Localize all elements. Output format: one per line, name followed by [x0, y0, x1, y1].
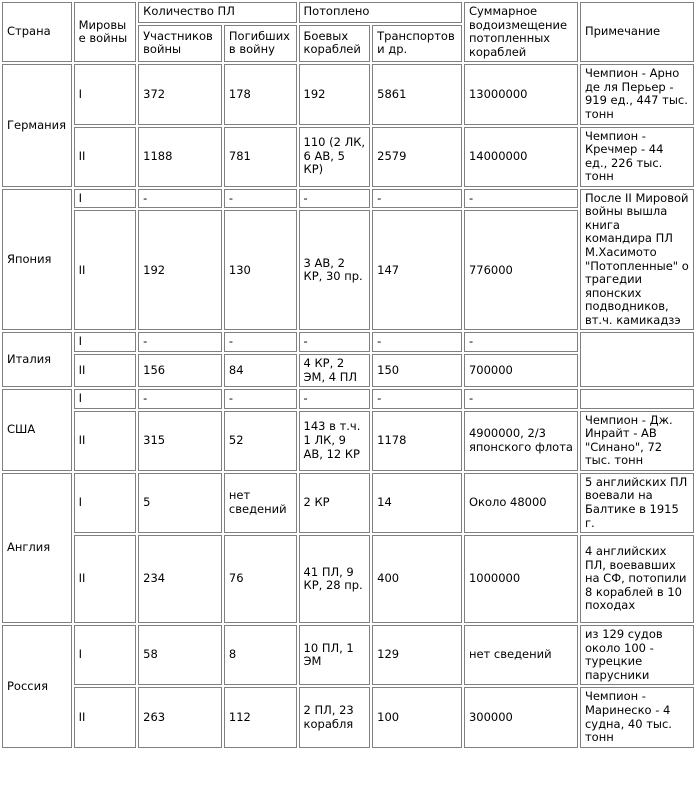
header-transports: Транспортов и др.: [372, 25, 462, 63]
country-cell: Япония: [2, 189, 72, 331]
lost-cell: -: [224, 189, 297, 209]
country-cell: Италия: [2, 332, 72, 387]
note-cell: [580, 332, 694, 387]
table-row: [2, 473, 694, 533]
combat-cell: 192: [299, 64, 371, 124]
combat-cell: 10 ПЛ, 1 ЭМ: [299, 625, 371, 685]
combat-cell: 110 (2 ЛК, 6 АВ, 5 КР): [299, 127, 371, 187]
transports-cell: 147: [372, 210, 462, 330]
war-cell: II: [74, 687, 137, 747]
participants-cell: 372: [138, 64, 222, 124]
transports-cell: -: [372, 189, 462, 209]
header-lost: Погибших в войну: [224, 25, 297, 63]
lost-cell: -: [224, 332, 297, 352]
transports-cell: -: [372, 332, 462, 352]
lost-cell: -: [224, 389, 297, 409]
header-participants: Участников войны: [138, 25, 222, 63]
transports-cell: 1178: [372, 411, 462, 471]
header-row-1: [2, 2, 694, 23]
transports-cell: 150: [372, 354, 462, 387]
lost-cell: 112: [224, 687, 297, 747]
lost-cell: 52: [224, 411, 297, 471]
combat-cell: -: [299, 332, 371, 352]
displacement-cell: -: [464, 389, 578, 409]
lost-cell: 84: [224, 354, 297, 387]
note-cell: Чемпион - Кречмер - 44 ед., 226 тыс. тонн: [580, 127, 694, 187]
combat-cell: -: [299, 389, 371, 409]
table-row: [2, 411, 694, 471]
country-cell: Германия: [2, 64, 72, 187]
displacement-cell: 13000000: [464, 64, 578, 124]
transports-cell: 129: [372, 625, 462, 685]
header-combat-ships: Боевых кораблей: [299, 25, 371, 63]
note-cell: После II Мировой войны вышла книга командира ПЛ М.Хасимото "Потопленные" о трагедии японских подводников, вт.ч. камикадзэ: [580, 189, 694, 331]
transports-cell: -: [372, 389, 462, 409]
displacement-cell: 776000: [464, 210, 578, 330]
table-row: [2, 535, 694, 623]
lost-cell: 130: [224, 210, 297, 330]
war-cell: II: [74, 535, 137, 623]
combat-cell: 2 КР: [299, 473, 371, 533]
header-subs-count: Количество ПЛ: [138, 2, 296, 23]
header-wars: Мировые войны: [74, 2, 137, 62]
displacement-cell: нет сведений: [464, 625, 578, 685]
header-total-displacement: Суммарное водоизмещение потопленных кораблей: [464, 2, 578, 62]
participants-cell: 5: [138, 473, 222, 533]
participants-cell: -: [138, 189, 222, 209]
table-row: [2, 189, 694, 209]
combat-cell: 3 АВ, 2 КР, 30 пр.: [299, 210, 371, 330]
lost-cell: 8: [224, 625, 297, 685]
displacement-cell: -: [464, 189, 578, 209]
war-cell: I: [74, 389, 137, 409]
table-row: [2, 64, 694, 124]
note-cell: 4 английских ПЛ, воевавших на СФ, потопили 8 кораблей в 10 походах: [580, 535, 694, 623]
war-cell: II: [74, 411, 137, 471]
war-cell: II: [74, 127, 137, 187]
transports-cell: 400: [372, 535, 462, 623]
combat-cell: 143 в т.ч. 1 ЛК, 9 АВ, 12 КР: [299, 411, 371, 471]
combat-cell: -: [299, 189, 371, 209]
header-country: Страна: [2, 2, 72, 62]
participants-cell: 192: [138, 210, 222, 330]
participants-cell: 315: [138, 411, 222, 471]
note-cell: [580, 389, 694, 409]
war-cell: I: [74, 189, 137, 209]
lost-cell: 76: [224, 535, 297, 623]
displacement-cell: Около 48000: [464, 473, 578, 533]
lost-cell: нет сведений: [224, 473, 297, 533]
note-cell: Чемпион - Дж. Инрайт - АВ "Синано", 72 тыс. тонн: [580, 411, 694, 471]
displacement-cell: 300000: [464, 687, 578, 747]
war-cell: I: [74, 473, 137, 533]
war-cell: I: [74, 332, 137, 352]
note-cell: Чемпион - Маринеско - 4 судна, 40 тыс. тонн: [580, 687, 694, 747]
table-row: [2, 625, 694, 685]
displacement-cell: 4900000, 2/3 японского флота: [464, 411, 578, 471]
participants-cell: 156: [138, 354, 222, 387]
country-cell: США: [2, 389, 72, 471]
header-sunk: Потоплено: [299, 2, 462, 23]
note-cell: Чемпион - Арно де ля Перьер - 919 ед., 447 тыс. тонн: [580, 64, 694, 124]
transports-cell: 5861: [372, 64, 462, 124]
country-cell: Англия: [2, 473, 72, 623]
combat-cell: 4 КР, 2 ЭМ, 4 ПЛ: [299, 354, 371, 387]
war-cell: I: [74, 64, 137, 124]
war-cell: I: [74, 625, 137, 685]
table-row: [2, 332, 694, 352]
participants-cell: 234: [138, 535, 222, 623]
country-cell: Россия: [2, 625, 72, 748]
transports-cell: 2579: [372, 127, 462, 187]
table-row: [2, 389, 694, 409]
displacement-cell: 700000: [464, 354, 578, 387]
combat-cell: 2 ПЛ, 23 корабля: [299, 687, 371, 747]
transports-cell: 14: [372, 473, 462, 533]
header-note: Примечание: [580, 2, 694, 62]
table-row: [2, 687, 694, 747]
participants-cell: -: [138, 332, 222, 352]
displacement-cell: -: [464, 332, 578, 352]
participants-cell: 263: [138, 687, 222, 747]
displacement-cell: 1000000: [464, 535, 578, 623]
note-cell: из 129 судов около 100 - турецкие парусники: [580, 625, 694, 685]
participants-cell: 58: [138, 625, 222, 685]
participants-cell: -: [138, 389, 222, 409]
table-row: [2, 127, 694, 187]
lost-cell: 178: [224, 64, 297, 124]
transports-cell: 100: [372, 687, 462, 747]
note-cell: 5 английских ПЛ воевали на Балтике в 1915 г.: [580, 473, 694, 533]
war-cell: II: [74, 210, 137, 330]
participants-cell: 1188: [138, 127, 222, 187]
combat-cell: 41 ПЛ, 9 КР, 28 пр.: [299, 535, 371, 623]
displacement-cell: 14000000: [464, 127, 578, 187]
lost-cell: 781: [224, 127, 297, 187]
war-cell: II: [74, 354, 137, 387]
